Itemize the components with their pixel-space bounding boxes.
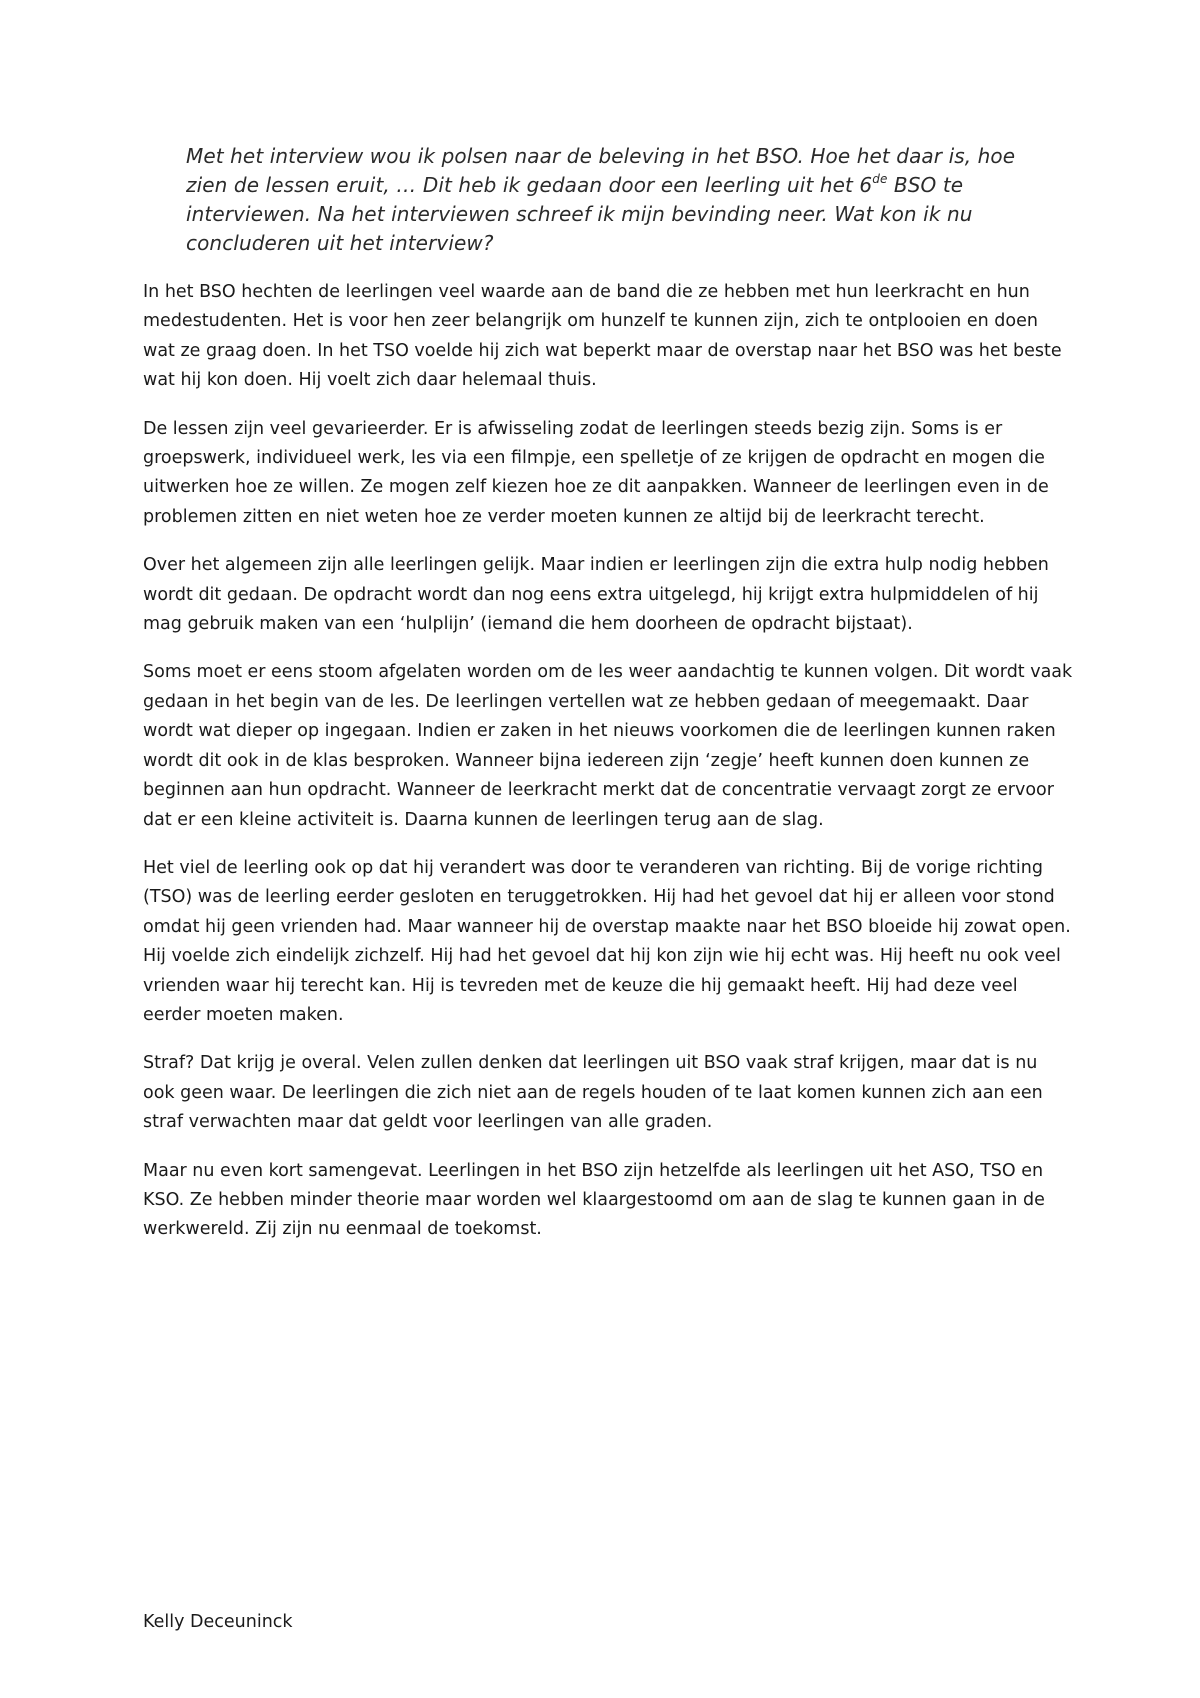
- intro-text-end: BSO te interviewen. Na het interviewen schreef ik mijn bevinding neer. Wat kon ik nu concluderen uit het interview?: [186, 173, 973, 255]
- body-paragraph: In het BSO hechten de leerlingen veel waarde aan de band die ze hebben met hun leerkracht en hun medestudenten. Het is voor hen zeer belangrijk om hunzelf te kunnen zijn, zich te ontplooien en doen wat ze graag doen. In het TSO voelde hij zich wat beperkt maar de overstap naar het BSO was het beste wat hij kon doen. Hij voelt zich daar helemaal thuis.: [143, 282, 1062, 391]
- body-text: [143, 278, 1073, 1264]
- body-paragraph: Straf? Dat krijg je overal. Velen zullen denken dat leerlingen uit BSO vaak straf krijgen, maar dat is nu ook geen waar. De leerlingen die zich niet aan de regels houden of te laat komen kunnen zich aan een straf verwachten maar dat geldt voor leerlingen van alle graden.: [143, 1053, 1043, 1133]
- body-paragraph: Over het algemeen zijn alle leerlingen gelijk. Maar indien er leerlingen zijn die extra hulp nodig hebben wordt dit gedaan. De opdracht wordt dan nog eens extra uitgelegd, hij krijgt extra hulpmiddelen of hij mag gebruik maken van een ‘hulplijn’ (iemand die hem doorheen de opdracht bijstaat).: [143, 555, 1049, 635]
- body-paragraph: Maar nu even kort samengevat. Leerlingen in het BSO zijn hetzelfde als leerlingen uit het ASO, TSO en KSO. Ze hebben minder theorie maar worden wel klaargestoomd om aan de slag te kunnen gaan in de werkwereld. Zij zijn nu eenmaal de toekomst.: [143, 1160, 1045, 1240]
- body-paragraph: Het viel de leerling ook op dat hij verandert was door te veranderen van richting. Bij de vorige richting (TSO) was de leerling eerder gesloten en teruggetrokken. Hij had het gevoel dat hij er alleen voor stond omdat hij geen vrienden had. Maar wanneer hij de overstap maakte naar het BSO bloeide hij zowat open. Hij voelde zich eindelijk zichzelf. Hij had het gevoel dat hij kon zijn wie hij echt was. Hij heeft nu ook veel vrienden waar hij terecht kan. Hij is tevreden met de keuze die hij gemaakt heeft. Hij had deze veel eerder moeten maken.: [143, 857, 1071, 1025]
- intro-superscript: de: [872, 172, 888, 186]
- body-paragraph: Soms moet er eens stoom afgelaten worden om de les weer aandachtig te kunnen volgen. Dit wordt vaak gedaan in het begin van de les. De leerlingen vertellen wat ze hebben gedaan of meegemaakt. Daar wordt wat dieper op ingegaan. Indien er zaken in het nieuws voorkomen die de leerlingen kunnen raken wordt dit ook in de klas besproken. Wanneer bijna iedereen zijn ‘zegje’ heeft kunnen doen kunnen ze beginnen aan hun opdracht. Wanneer de leerkracht merkt dat de concentratie vervaagt zorgt ze ervoor dat er een kleine activiteit is. Daarna kunnen de leerlingen terug aan de slag.: [143, 662, 1073, 830]
- intro-paragraph: [186, 142, 1058, 258]
- footer-author: Kelly Deceuninck: [143, 1612, 293, 1632]
- body-paragraph: De lessen zijn veel gevarieerder. Er is afwisseling zodat de leerlingen steeds bezig zijn. Soms is er groepswerk, individueel werk, les via een filmpje, een spelletje of ze krijgen de opdracht en mogen die uitwerken hoe ze willen. Ze mogen zelf kiezen hoe ze dit aanpakken. Wanneer de leerlingen even in de problemen zitten en niet weten hoe ze verder moeten kunnen ze altijd bij de leerkracht terecht.: [143, 418, 1049, 527]
- intro-text-start: Met het interview wou ik polsen naar de beleving in het BSO. Hoe het daar is, hoe zien de lessen eruit, … Dit heb ik gedaan door een leerling uit het 6: [186, 144, 1016, 197]
